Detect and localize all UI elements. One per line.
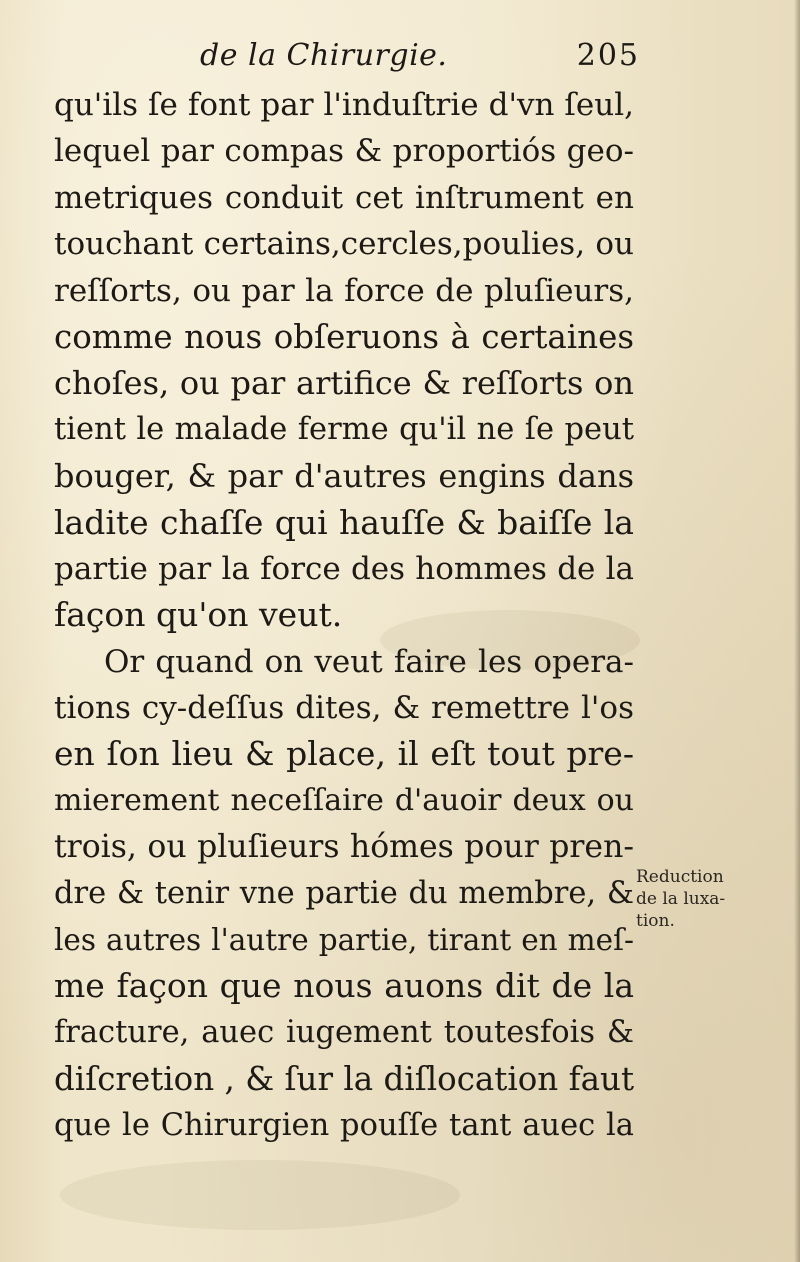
text-line: diſcretion , & ſur la diſlocation faut xyxy=(54,1060,634,1099)
text-line: metriques conduit cet inſtrument en xyxy=(54,179,634,216)
text-line: en ſon lieu & place, il eſt tout pre- xyxy=(54,734,634,774)
marginal-note-line: de la luxa- xyxy=(636,889,726,909)
text-line: trois, ou pluſieurs hómes pour pren- xyxy=(54,829,634,866)
marginal-note-line: tion. xyxy=(636,911,675,931)
text-line: fracture, auec iugement toutesfois & xyxy=(54,1014,634,1050)
text-line: reſſorts, ou par la force de pluſieurs, xyxy=(54,272,634,309)
text-line: bouger, & par d'autres engins dans xyxy=(54,457,634,496)
paper-stain xyxy=(60,1160,460,1230)
text-line: choſes, ou par artifice & reſſorts on xyxy=(54,364,634,403)
text-line: lequel par compas & proportiós geo- xyxy=(54,133,634,170)
text-line: que le Chirurgien pouſſe tant auec la xyxy=(54,1107,634,1143)
body-text xyxy=(54,82,634,1149)
text-line: ladite chaſſe qui hauſſe & baiſſe la xyxy=(54,502,634,542)
running-title: de la Chirurgie. xyxy=(200,38,448,73)
page-header xyxy=(200,38,640,78)
text-line: dre & tenir vne partie du membre, & xyxy=(54,875,634,911)
text-line: tions cy-deſſus dites, & remettre l'os xyxy=(54,690,634,727)
text-line: mierement neceſſaire d'auoir deux ou xyxy=(54,782,634,818)
paragraph-start-line: Or quand on veut faire les opera- xyxy=(104,643,634,680)
text-line: me façon que nous auons dit de la xyxy=(54,966,634,1006)
page-edge-shadow xyxy=(794,0,800,1262)
text-line: comme nous obſeruons à certaines xyxy=(54,317,634,356)
text-line: partie par la force des hommes de la xyxy=(54,550,634,587)
page-number: 205 xyxy=(576,38,640,73)
text-line: touchant certains,cercles,poulies, ou xyxy=(54,226,634,263)
text-line: les autres l'autre partie, tirant en meſ- xyxy=(54,923,634,958)
paragraph-end-line: façon qu'on veut. xyxy=(54,595,343,635)
text-line: tient le malade ferme qu'il ne ſe peut xyxy=(54,411,634,447)
marginal-note xyxy=(636,866,776,932)
marginal-note-line: Reduction xyxy=(636,867,724,887)
text-line: qu'ils ſe font par l'induſtrie d'vn ſeul, xyxy=(54,87,634,123)
